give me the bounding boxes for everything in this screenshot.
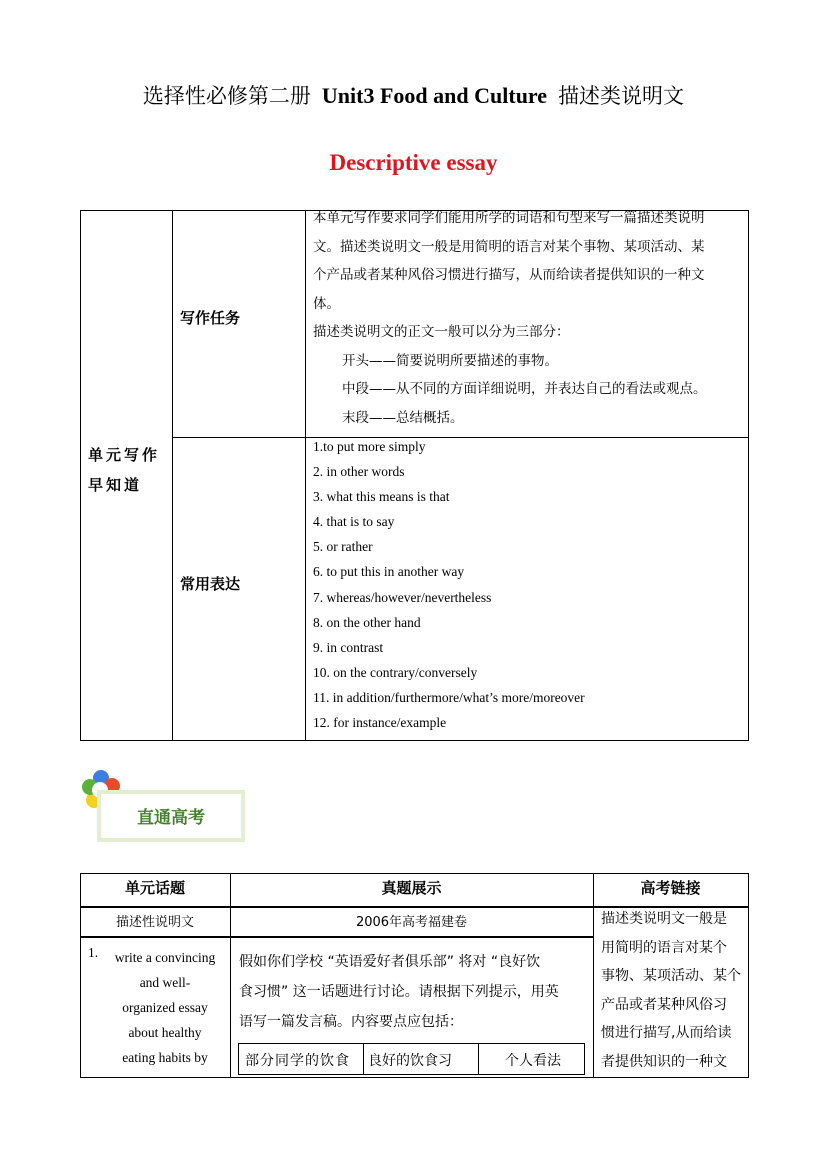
section-label bbox=[88, 440, 160, 500]
title-cn-2: 描述类说明文 bbox=[558, 84, 685, 108]
subtitle: Descriptive essay bbox=[329, 150, 498, 175]
text-line: 语写一篇发言稿。内容要点应包括： bbox=[239, 1014, 463, 1030]
text-line: 描述类说明文一般是 bbox=[601, 911, 727, 927]
expression-item: 12. for instance/example bbox=[313, 715, 447, 731]
link-cell bbox=[601, 905, 741, 1076]
expression-item: 1.to put more simply bbox=[313, 439, 426, 454]
text-line: 个产品或者某种风俗习惯进行描写，从而给读者提供知识的一种文 bbox=[313, 267, 705, 283]
point-cell: 部分同学的饮食 bbox=[245, 1053, 350, 1069]
task-number: 1. bbox=[88, 945, 99, 960]
table-border bbox=[363, 1043, 364, 1075]
table-border bbox=[230, 873, 231, 1078]
section-label-line: 早知道 bbox=[88, 476, 143, 494]
expressions-list bbox=[313, 434, 585, 735]
banner-label: 直通高考 bbox=[137, 808, 205, 828]
text-line: 体。 bbox=[313, 295, 340, 312]
table-border bbox=[80, 873, 81, 1078]
prompt-cell bbox=[239, 947, 559, 1037]
table-border bbox=[80, 936, 593, 938]
expression-item: 5. or rather bbox=[313, 539, 373, 555]
text-line: 用简明的语言对某个 bbox=[601, 939, 727, 956]
text-line: 假如你们学校 “英语爱好者俱乐部” 将对 “良好饮 bbox=[239, 954, 541, 970]
point-cell: 良好的饮食习 bbox=[368, 1053, 452, 1069]
expression-item: 11. in addition/furthermore/what’s more/moreover bbox=[313, 689, 585, 705]
text-line: 者提供知识的一种文 bbox=[601, 1053, 727, 1070]
expression-item: 10. on the contrary/conversely bbox=[313, 664, 478, 680]
header-exam: 真题展示 bbox=[381, 879, 442, 897]
text-line: and well- bbox=[139, 975, 191, 990]
section-label-line: 单元写作 bbox=[88, 446, 161, 464]
text-line: about healthy bbox=[128, 1025, 202, 1040]
task-cell bbox=[105, 945, 225, 1070]
table-border bbox=[748, 873, 749, 1078]
table-border bbox=[80, 873, 749, 874]
text-line: 末段——总结概括。 bbox=[342, 409, 464, 426]
expression-item: 6. to put this in another way bbox=[313, 564, 465, 580]
expression-item: 3. what this means is that bbox=[313, 489, 450, 505]
expressions-label: 常用表达 bbox=[180, 575, 241, 593]
page-title bbox=[0, 80, 827, 110]
topic-cell: 描述性说明文 bbox=[115, 915, 194, 930]
task-label: 写作任务 bbox=[180, 309, 241, 327]
point-cell: 个人看法 bbox=[505, 1053, 561, 1069]
text-line: eating habits by bbox=[122, 1050, 208, 1065]
text-line: write a convincing bbox=[114, 950, 216, 965]
text-line: 文。描述类说明文一般是用简明的语言对某个事物、某项活动、某 bbox=[313, 238, 705, 255]
table-border bbox=[305, 210, 306, 741]
title-en: Unit3 Food and Culture bbox=[321, 83, 548, 108]
text-line: 惯进行描写,从而给读 bbox=[601, 1025, 732, 1041]
text-line: 中段——从不同的方面详细说明，并表达自己的看法或观点。 bbox=[342, 381, 707, 397]
text-line: 本单元写作要求同学们能用所学的词语和句型来写一篇描述类说明 bbox=[313, 210, 705, 226]
table-border bbox=[593, 873, 594, 1078]
title-cn: 选择性必修第二册 bbox=[142, 84, 311, 108]
text-line: 描述类说明文的正文一般可以分为三部分： bbox=[313, 324, 570, 340]
task-description bbox=[313, 204, 707, 432]
text-line: 事物、某项活动、某个 bbox=[601, 968, 741, 984]
table-border bbox=[172, 210, 173, 741]
text-line: 开头——简要说明所要描述的事物。 bbox=[342, 352, 558, 369]
table-border bbox=[80, 1077, 749, 1078]
expression-item: 9. in contrast bbox=[313, 639, 384, 655]
expression-item: 7. whereas/however/nevertheless bbox=[313, 589, 492, 605]
text-line: 产品或者某种风俗习 bbox=[601, 996, 727, 1013]
expression-item: 2. in other words bbox=[313, 464, 405, 480]
table-border bbox=[80, 210, 81, 741]
table-border bbox=[748, 210, 749, 741]
source-cell: 2006年高考福建卷 bbox=[355, 915, 468, 930]
expression-item: 8. on the other hand bbox=[313, 614, 421, 630]
header-link: 高考链接 bbox=[640, 879, 701, 897]
text-line: organized essay bbox=[122, 1000, 208, 1015]
header-topic: 单元话题 bbox=[124, 879, 185, 897]
expression-item: 4. that is to say bbox=[313, 514, 395, 530]
text-line: 食习惯” 这一话题进行讨论。请根据下列提示，用英 bbox=[239, 984, 559, 1000]
table-border bbox=[478, 1043, 479, 1075]
table-border bbox=[80, 740, 749, 741]
